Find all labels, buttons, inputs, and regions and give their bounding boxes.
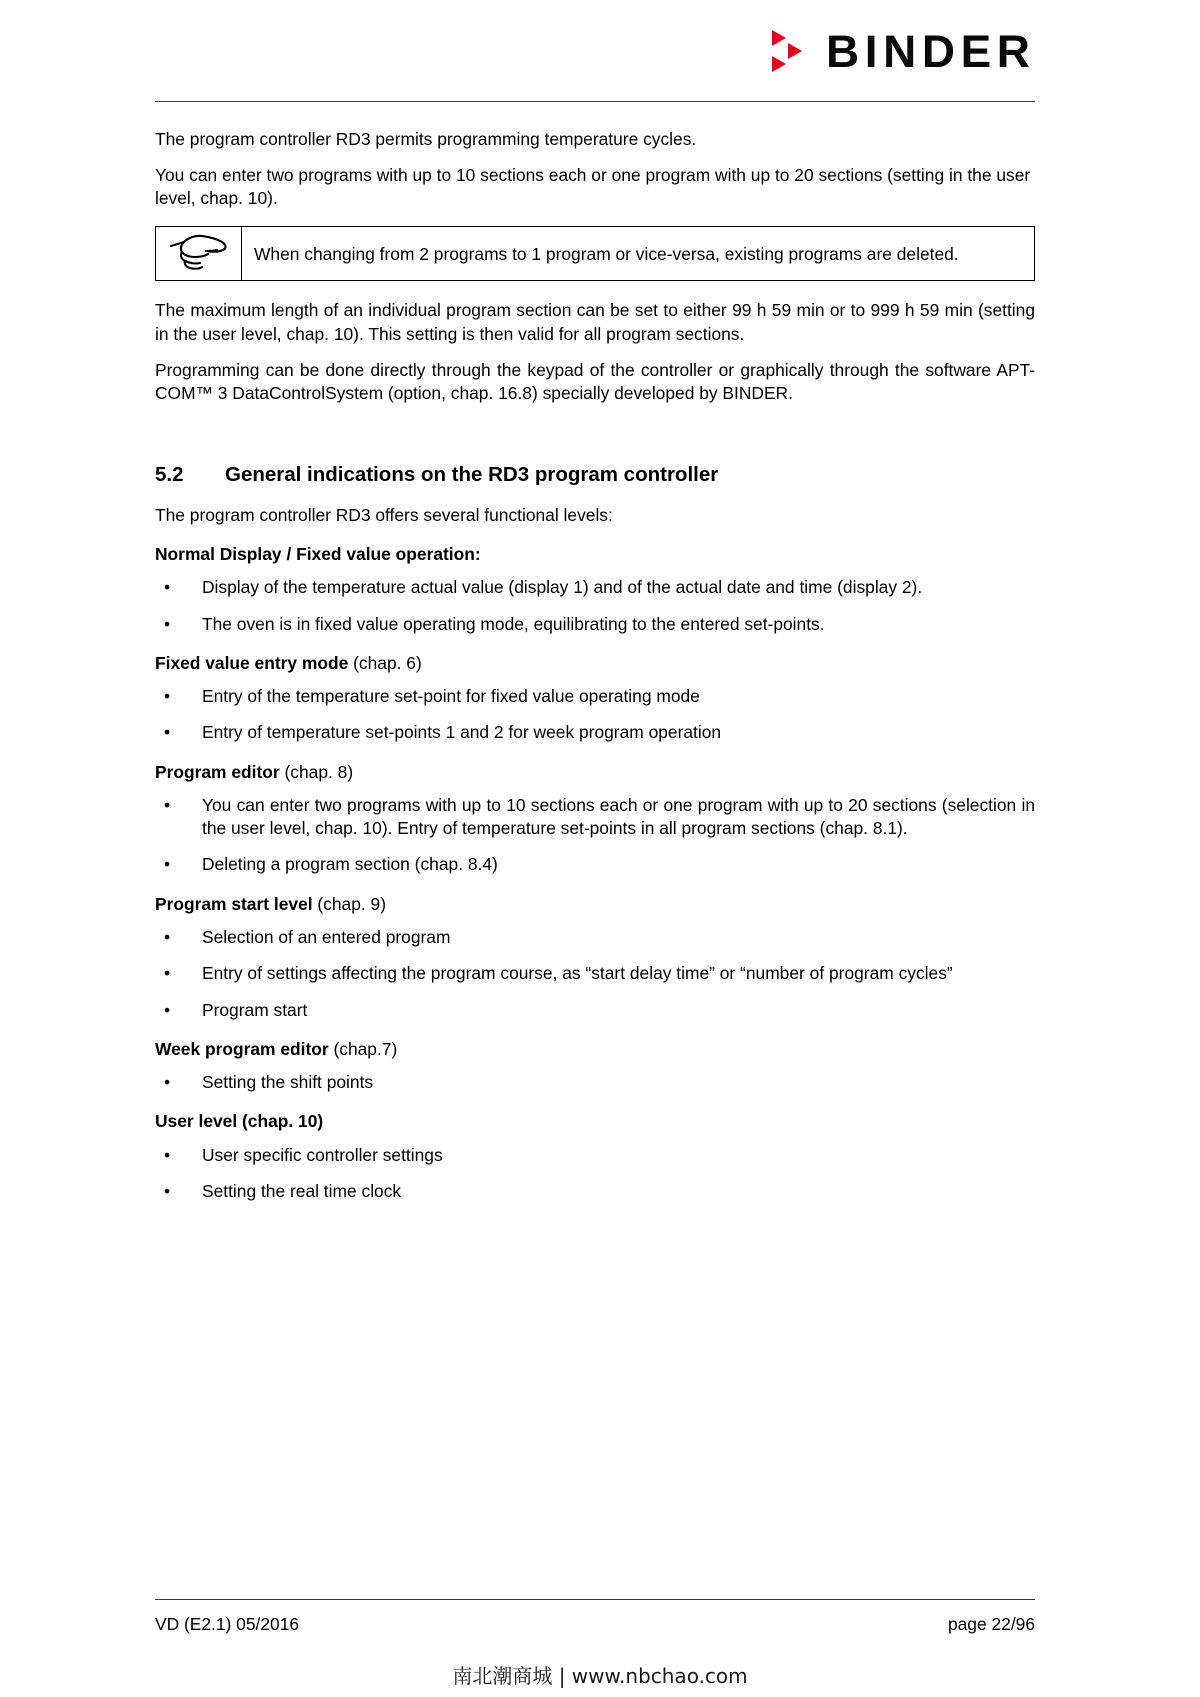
group-heading-bold-text: Fixed value entry mode [155, 652, 349, 673]
intro-paragraph-3: The maximum length of an individual program section can be set to either 99 h 59 min or to 999 h 59 min (setting in the user level, chap. 10). This setting is then valid for all program sections. [155, 300, 1035, 344]
group-heading-user-level [155, 1110, 1035, 1133]
list-item-text: Entry of the temperature set-point for fixed value operating mode [202, 686, 700, 707]
bullet-icon: • [164, 963, 171, 984]
section-title: General indications on the RD3 program controller [225, 462, 719, 486]
group-heading-bold-text: Program editor [155, 761, 280, 782]
list-item-text: Program start [202, 999, 308, 1020]
group-heading-bold-text: Program start level [155, 893, 313, 914]
group-list-fixed-value-entry-mode [155, 685, 1035, 744]
list-item-text: Selection of an entered program [202, 927, 451, 948]
group-heading-normal-text: (chap. 8) [279, 761, 354, 782]
pointing-hand-icon [168, 231, 230, 276]
bullet-icon: • [164, 795, 171, 816]
footer-document-code: VD (E2.1) 05/2016 [155, 1614, 300, 1634]
bullet-icon: • [164, 722, 171, 743]
group-heading-bold-text: Normal Display / Fixed value operation: [155, 543, 481, 564]
list-item [155, 576, 1035, 599]
bullet-icon: • [164, 577, 171, 598]
list-item [155, 1180, 1035, 1203]
intro-paragraph-4: Programming can be done directly through the keypad of the controller or graphically through the software APT-COM™ 3 DataControlSystem (option, chap. 16.8) specially developed by BINDER. [155, 359, 1035, 403]
group-heading-normal-text: (chap. 9) [312, 893, 387, 914]
group-heading-fixed-value-entry-mode [155, 652, 1035, 675]
intro-paragraph-1: The program controller RD3 permits programming temperature cycles. [155, 129, 697, 149]
footer-divider [155, 1599, 1035, 1600]
bullet-icon: • [164, 1072, 171, 1093]
group-heading-program-editor [155, 761, 1035, 784]
bullet-icon: • [164, 613, 171, 634]
section-lead: The program controller RD3 offers several functional levels: [155, 504, 613, 525]
list-item [155, 1144, 1035, 1167]
list-item-text: Entry of settings affecting the program course, as “start delay time” or “number of program cycles” [202, 963, 953, 984]
bullet-icon: • [164, 1181, 171, 1202]
note-icon-cell [156, 227, 242, 280]
group-heading-bold-text: User level (chap. 10) [155, 1111, 324, 1132]
list-item [155, 962, 1035, 985]
group-heading-week-program-editor [155, 1038, 1035, 1061]
list-item [155, 721, 1035, 744]
group-list-user-level [155, 1144, 1035, 1203]
note-text: When changing from 2 programs to 1 program or vice-versa, existing programs are deleted. [254, 243, 959, 264]
bullet-icon: • [164, 686, 171, 707]
bullet-icon: • [164, 927, 171, 948]
page-header [0, 0, 1200, 104]
note-box [155, 226, 1035, 281]
list-item [155, 853, 1035, 876]
footer-page-number: page 22/96 [947, 1614, 1035, 1634]
list-item-text: Deleting a program section (chap. 8.4) [202, 854, 498, 875]
group-list-normal-display [155, 576, 1035, 635]
bullet-icon: • [164, 999, 171, 1020]
group-list-program-editor [155, 794, 1035, 876]
group-heading-bold-text: Week program editor [155, 1038, 329, 1059]
list-item-text: You can enter two programs with up to 10 sections each or one program with up to 20 sections (selection in the user level, chap. 10). Entry of temperature set-points in all program sections (chap. 8.1). [202, 795, 1035, 839]
group-heading-normal-text: (chap.7) [328, 1038, 398, 1059]
list-item [155, 794, 1035, 840]
list-item-text: Display of the temperature actual value (display 1) and of the actual date and time (display 2). [202, 577, 923, 598]
binder-triangles-logo-icon [768, 28, 814, 74]
footer-row [155, 1614, 1035, 1635]
watermark: 南北潮商城 | www.nbchao.com [452, 1664, 748, 1688]
group-heading-normal-text: (chap. 6) [348, 652, 422, 673]
list-item [155, 926, 1035, 949]
list-item [155, 999, 1035, 1022]
header-divider [155, 101, 1035, 102]
list-item [155, 685, 1035, 708]
brand-wordmark: BINDER [826, 25, 1037, 77]
list-item [155, 1071, 1035, 1094]
page-footer [155, 1599, 1035, 1635]
group-list-program-start-level [155, 926, 1035, 1021]
section-number: 5.2 [155, 462, 184, 486]
section-heading [155, 462, 1035, 488]
bullet-icon: • [164, 854, 171, 875]
list-item-text: The oven is in fixed value operating mode, equilibrating to the entered set-points. [202, 613, 825, 634]
binder-logo [768, 25, 1037, 77]
list-item-text: Entry of temperature set-points 1 and 2 for week program operation [202, 722, 722, 743]
list-item [155, 613, 1035, 636]
page-content [155, 128, 1035, 1216]
list-item-text: User specific controller settings [202, 1145, 443, 1166]
group-heading-normal-display [155, 543, 1035, 566]
group-list-week-program-editor [155, 1071, 1035, 1094]
list-item-text: Setting the real time clock [202, 1181, 402, 1202]
list-item-text: Setting the shift points [202, 1072, 374, 1093]
group-heading-program-start-level [155, 893, 1035, 916]
bullet-icon: • [164, 1145, 171, 1166]
intro-paragraph-2: You can enter two programs with up to 10 sections each or one program with up to 20 sections (setting in the user level, chap. 10). [155, 165, 1031, 209]
